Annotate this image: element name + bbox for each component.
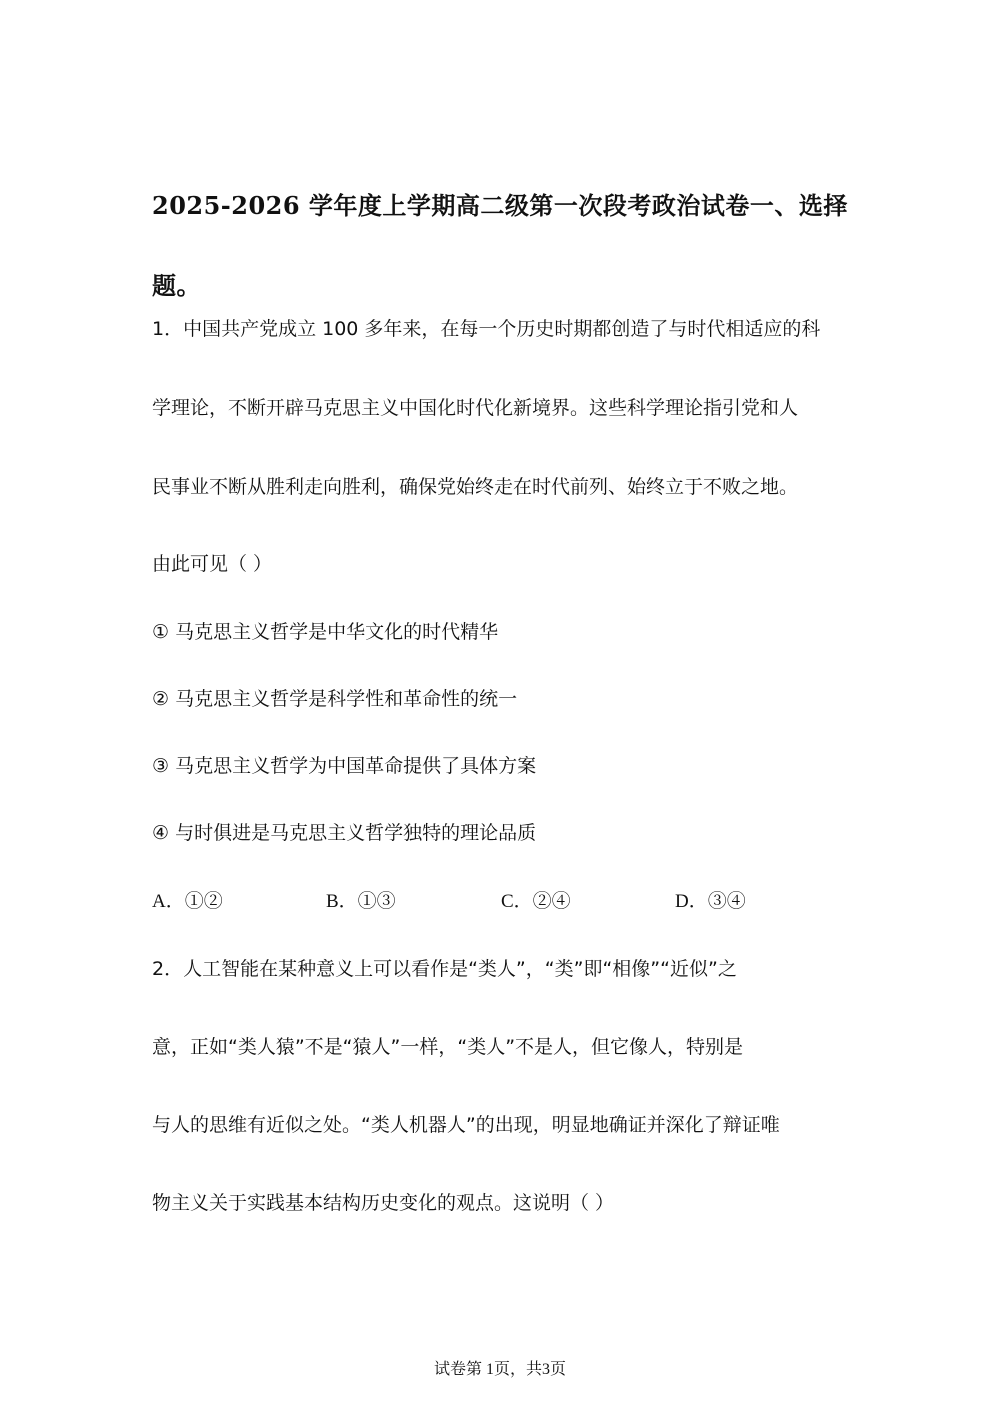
question-1-statement-1: ① 马克思主义哲学是中华文化的时代精华	[152, 621, 499, 643]
exam-title	[152, 166, 852, 326]
question-2-line-1: 2．人工智能在某种意义上可以看作是“类人”，“类”即“相像”“近似”之	[152, 958, 737, 980]
question-1-option-a: A．①②	[152, 891, 223, 912]
question-1-line-4: 由此可见（ ）	[152, 553, 273, 575]
question-1-line-1: 1．中国共产党成立 100 多年来，在每一个历史时期都创造了与时代相适应的科	[152, 318, 821, 340]
question-1-option-b: B．①③	[326, 891, 396, 912]
question-1-option-d: D．③④	[675, 891, 746, 912]
question-1-option-c: C．②④	[501, 891, 571, 912]
question-2-line-4: 物主义关于实践基本结构历史变化的观点。这说明（ ）	[152, 1192, 615, 1214]
exam-title-continuation: 题。	[152, 271, 201, 300]
question-1-statement-2: ② 马克思主义哲学是科学性和革命性的统一	[152, 688, 518, 710]
page-footer: 试卷第 1页，共3页	[433, 1361, 566, 1378]
exam-title-main: 2025-2026 学年度上学期高二级第一次段考政治试卷一、选择	[152, 191, 848, 220]
question-1-statement-3: ③ 马克思主义哲学为中国革命提供了具体方案	[152, 755, 537, 777]
question-2-line-2: 意，正如“类人猿”不是“猿人”一样，“类人”不是人，但它像人，特别是	[152, 1036, 744, 1058]
question-1-line-2: 学理论，不断开辟马克思主义中国化时代化新境界。这些科学理论指引党和人	[152, 397, 799, 419]
question-1-line-3: 民事业不断从胜利走向胜利，确保党始终走在时代前列、始终立于不败之地。	[152, 476, 799, 498]
question-1-statement-4: ④ 与时俱进是马克思主义哲学独特的理论品质	[152, 822, 537, 844]
question-2-line-3: 与人的思维有近似之处。“类人机器人”的出现，明显地确证并深化了辩证唯	[152, 1114, 780, 1136]
